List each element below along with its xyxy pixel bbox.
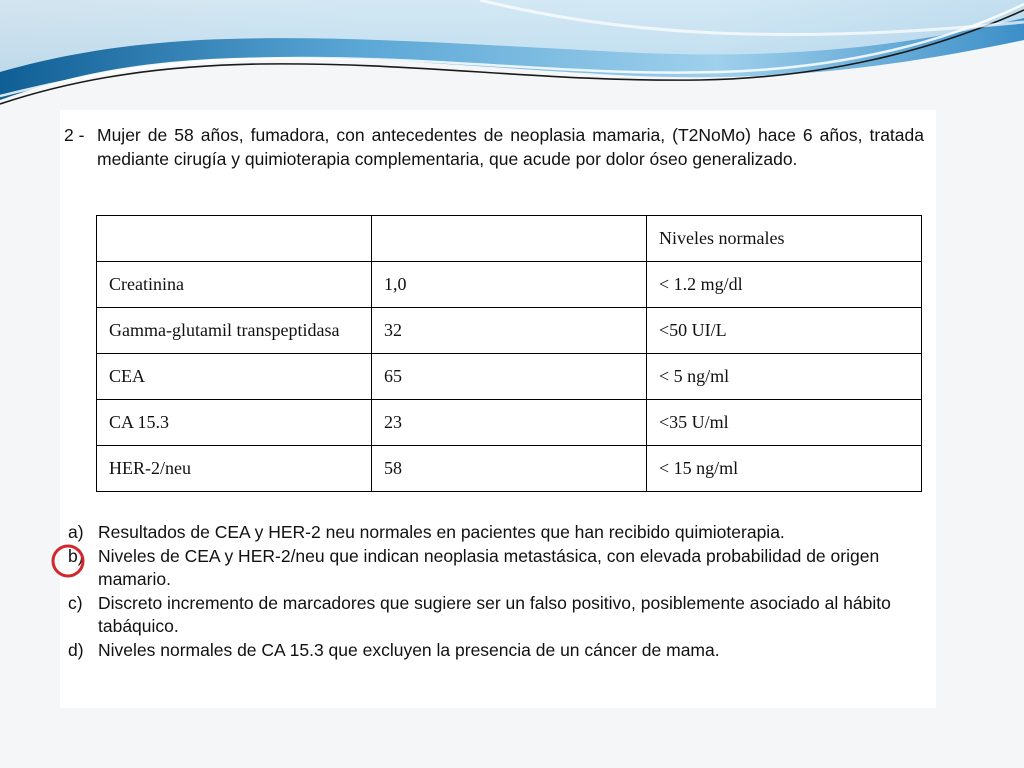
header-cell — [372, 216, 647, 262]
normal-range-cell: <35 U/ml — [647, 400, 922, 446]
table-row — [97, 308, 922, 354]
answer-circle-mark — [48, 542, 88, 580]
table-header-row — [97, 216, 922, 262]
normal-range-cell: < 15 ng/ml — [647, 446, 922, 492]
option-letter: c) — [68, 592, 83, 613]
option-b[interactable] — [68, 545, 928, 592]
result-value-cell: 23 — [372, 400, 647, 446]
test-name-cell: CA 15.3 — [97, 400, 372, 446]
option-letter: d) — [68, 639, 84, 660]
test-name-cell: Gamma-glutamil transpeptidasa — [97, 308, 372, 354]
question-text: Mujer de 58 años, fumadora, con antecedentes de neoplasia mamaria, (T2NoMo) hace 6 años, tratada mediante cirugía y quimioterapia complementaria, que acude por dolor óseo generalizado. — [97, 125, 924, 169]
test-name-cell: CEA — [97, 354, 372, 400]
question-block — [64, 124, 924, 171]
option-text: Niveles normales de CA 15.3 que excluyen la presencia de un cáncer de mama. — [98, 639, 720, 660]
option-a[interactable] — [68, 521, 928, 545]
lab-results-table — [96, 215, 922, 492]
result-value-cell: 1,0 — [372, 262, 647, 308]
option-d[interactable] — [68, 639, 928, 663]
header-cell-normal-levels: Niveles normales — [647, 216, 922, 262]
normal-range-cell: < 1.2 mg/dl — [647, 262, 922, 308]
option-text: Niveles de CEA y HER-2/neu que indican neoplasia metastásica, con elevada probabilidad de origen mamario. — [98, 545, 880, 589]
result-value-cell: 32 — [372, 308, 647, 354]
option-text: Resultados de CEA y HER-2 neu normales en pacientes que han recibido quimioterapia. — [98, 522, 785, 542]
normal-range-cell: < 5 ng/ml — [647, 354, 922, 400]
result-value-cell: 65 — [372, 354, 647, 400]
table-row — [97, 354, 922, 400]
answer-options — [68, 521, 928, 662]
option-letter: b) — [68, 545, 84, 566]
table-row — [97, 446, 922, 492]
question-number: 2 - — [64, 125, 85, 145]
option-c[interactable] — [68, 592, 928, 639]
header-cell — [97, 216, 372, 262]
test-name-cell: HER-2/neu — [97, 446, 372, 492]
normal-range-cell: <50 UI/L — [647, 308, 922, 354]
table-row — [97, 400, 922, 446]
option-letter: a) — [68, 522, 84, 542]
result-value-cell: 58 — [372, 446, 647, 492]
header-wave-decoration — [0, 0, 1024, 120]
test-name-cell: Creatinina — [97, 262, 372, 308]
option-text: Discreto incremento de marcadores que sugiere ser un falso positivo, posiblemente asociado al hábito tabáquico. — [98, 592, 891, 636]
table-row — [97, 262, 922, 308]
